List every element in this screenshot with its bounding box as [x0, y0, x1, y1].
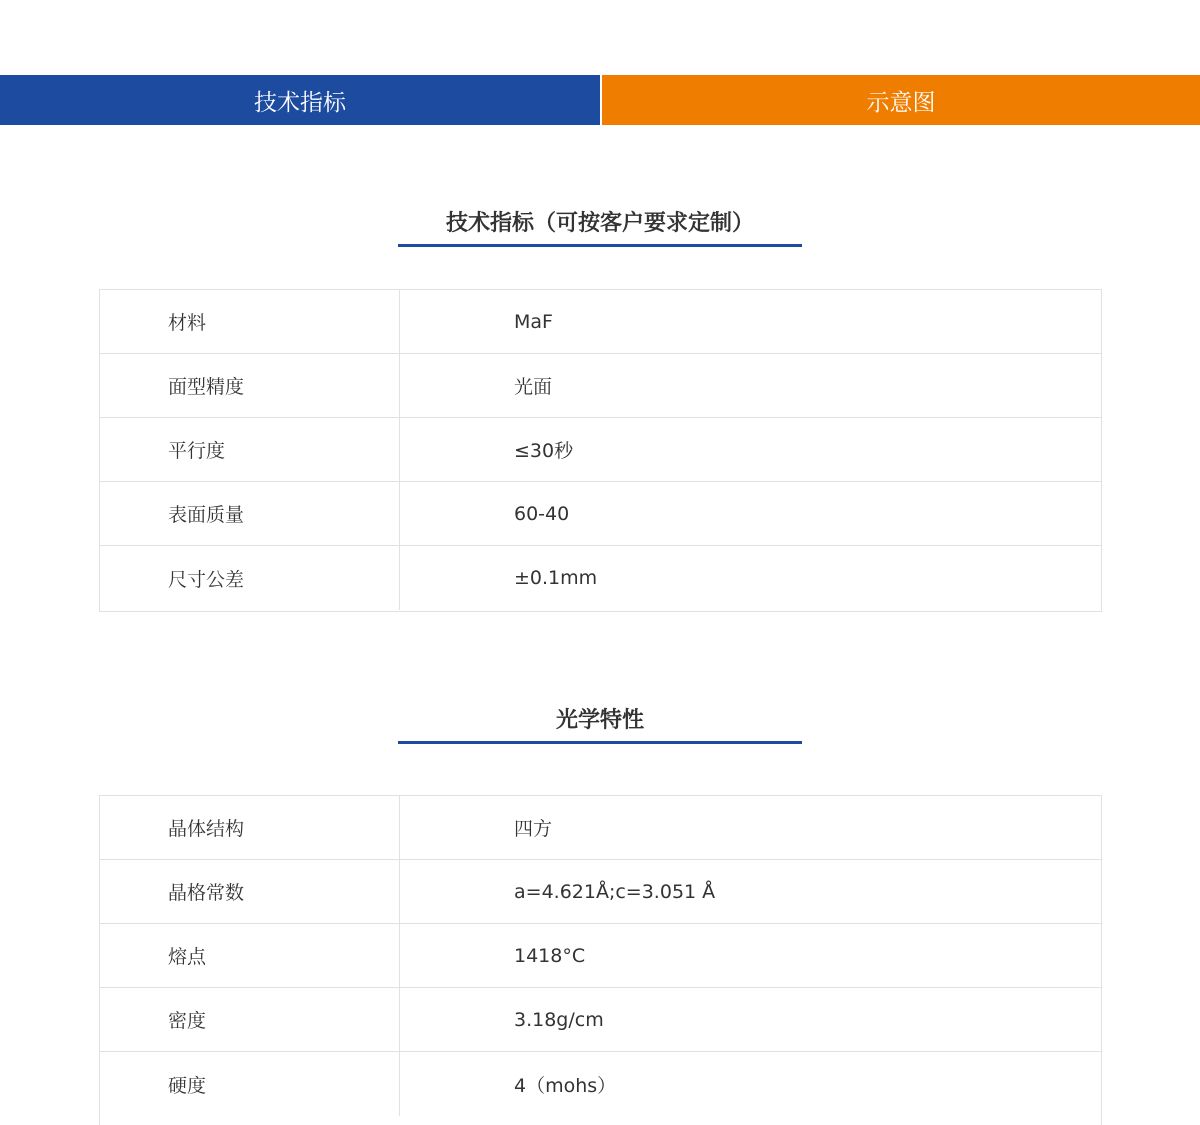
- row-value: 4（mohs）: [514, 1074, 617, 1097]
- table-row: [100, 796, 1101, 860]
- table-row: [100, 988, 1101, 1052]
- row-value: 1418°C: [514, 944, 586, 967]
- row-label: 熔点: [100, 924, 400, 987]
- table-row: [100, 290, 1101, 354]
- table-row: [100, 546, 1101, 610]
- tab-bar: [0, 75, 1200, 125]
- technical-specs-table: [99, 289, 1102, 612]
- table-row: [100, 860, 1101, 924]
- row-label: 平行度: [100, 418, 400, 481]
- row-label: 硬度: [100, 1052, 400, 1116]
- row-value: 光面: [514, 376, 553, 398]
- table-row: [100, 924, 1101, 988]
- row-label: 尺寸公差: [100, 546, 400, 610]
- row-label: 表面质量: [100, 482, 400, 545]
- row-label: 晶格常数: [100, 860, 400, 923]
- table-row: [100, 1052, 1101, 1116]
- row-value: a=4.621Å;c=3.051 Å: [514, 880, 716, 903]
- row-label: 晶体结构: [100, 796, 400, 859]
- row-label: 材料: [100, 290, 400, 353]
- tab-technical-specs[interactable]: 技术指标: [0, 75, 600, 125]
- row-value: ±0.1mm: [514, 567, 598, 589]
- row-value: 60-40: [514, 502, 570, 525]
- table-row: [100, 418, 1101, 482]
- table-row: [100, 482, 1101, 546]
- row-label: 密度: [100, 988, 400, 1051]
- row-value: MaF: [514, 310, 553, 333]
- tab-diagram[interactable]: 示意图: [602, 75, 1200, 125]
- row-value: ≤30秒: [514, 440, 574, 462]
- row-value: 3.18g/cm: [514, 1008, 604, 1031]
- row-label: 面型精度: [100, 354, 400, 417]
- table-row: [100, 354, 1101, 418]
- optical-properties-table: [99, 795, 1102, 1125]
- row-value: 四方: [514, 818, 553, 840]
- section-title-optical-properties: 光学特性: [398, 706, 802, 744]
- section-title-technical-specs: 技术指标（可按客户要求定制）: [398, 209, 802, 247]
